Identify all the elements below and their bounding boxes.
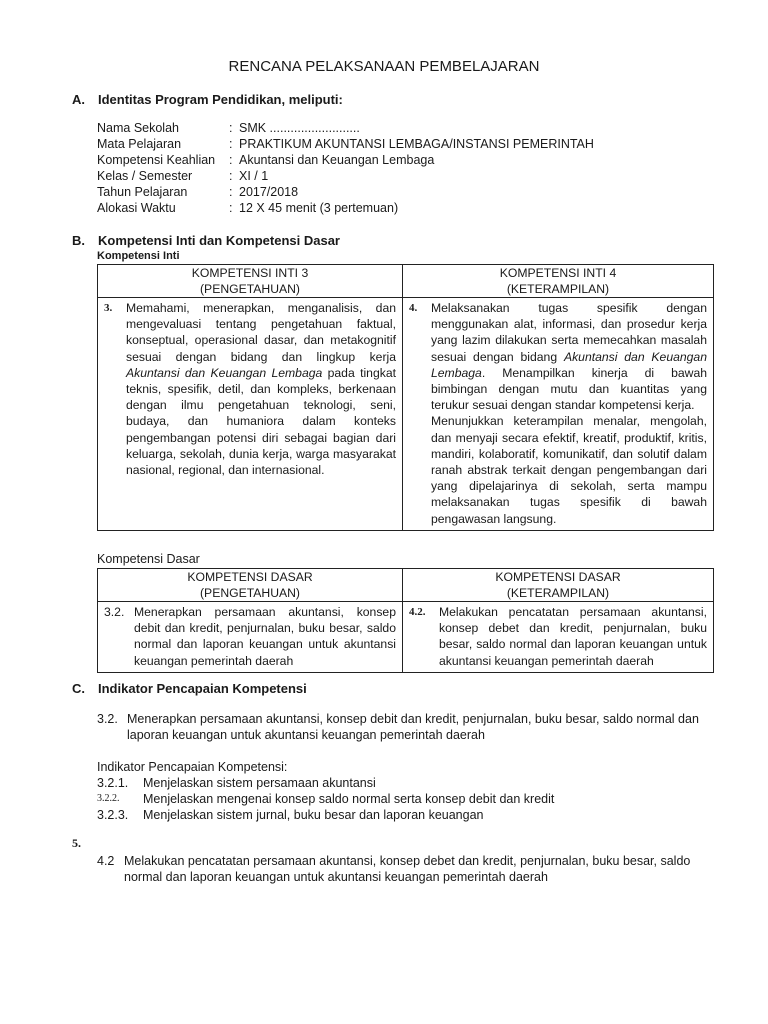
indikator-kd4-text-cont: normal dan laporan keuangan untuk akuntansi keuangan pemerintah daerah (124, 870, 548, 884)
identitas-value: PRAKTIKUM AKUNTANSI LEMBAGA/INSTANSI PEMERINTAH (239, 137, 594, 151)
item-five-number: 5. (72, 836, 81, 850)
kd3-text: Menerapkan persamaan akuntansi, konsep debit dan kredit, penjurnalan, buku besar, saldo normal dan laporan keuangan untuk akuntansi keuangan pemerintah daerah (134, 605, 396, 668)
kd3-header-sub: (PENGETAHUAN) (200, 586, 300, 600)
identitas-row (97, 152, 594, 168)
ki3-number: 3. (104, 302, 113, 314)
identitas-colon: : (229, 121, 233, 135)
identitas-row (97, 136, 594, 152)
indikator-item-number: 3.2.3. (97, 808, 129, 822)
indikator-item (97, 791, 554, 807)
kd4-number: 4.2. (409, 606, 426, 618)
identitas-row (97, 120, 594, 136)
identitas-value: Akuntansi dan Keuangan Lembaga (239, 153, 435, 167)
identitas-label: Mata Pelajaran (97, 137, 182, 151)
identitas-label: Alokasi Waktu (97, 201, 176, 215)
identitas-label: Kompetensi Keahlian (97, 153, 216, 167)
ki3-header-sub: (PENGETAHUAN) (200, 282, 300, 296)
ki3-text: Memahami, menerapkan, menganalisis, dan mengevaluasi tentang pengetahuan faktual, konseptual, operasional dasar, dan metakognitif sesuai dengan bidang dan lingkup kerja Akuntansi dan Keuangan Lembaga pada tingkat teknis, spesifik, detil, dan kompleks, berkenaan dengan ilmu pengetahuan teknologi, seni, budaya, dan humaniora dalam konteks pengembangan potensi diri sebagai bagian dari keluarga, sekolah, dunia kerja, warga masyarakat nasional, regional, dan internasional. (126, 301, 396, 478)
identitas-value: 2017/2018 (239, 185, 299, 199)
indikator-item-number: 3.2.2. (97, 793, 120, 804)
identitas-list (97, 120, 594, 216)
kompetensi-inti-table (97, 264, 714, 531)
ki4-text: Melaksanakan tugas spesifik dengan menggunakan alat, informasi, dan prosedur kerja yang lazim dilakukan serta memecahkan masalah sesuai dengan bidang Akuntansi dan Keuangan Lembaga. Menampilkan kinerja di bawah bimbingan dengan mutu dan kuantitas yang terukur sesuai dengan standar kompetensi kerja. Menunjukkan keterampilan menalar, mengolah, dan menyaji secara efektif, kreatif, produktif, kritis, mandiri, kolaboratif, komunikatif, dan solutif dalam ranah abstrak terkait dengan pengembangan dari yang dipelajarinya di sekolah, serta mampu melaksanakan tugas spesifik di bawah pengawasan langsung. (431, 301, 707, 526)
indikator-item-text: Menjelaskan mengenai konsep saldo normal serta konsep debit dan kredit (143, 792, 555, 806)
identitas-colon: : (229, 153, 233, 167)
identitas-colon: : (229, 137, 233, 151)
section-c-title: Indikator Pencapaian Kompetensi (98, 681, 307, 696)
indikator-kd-text-cont: laporan keuangan untuk akuntansi keuangan pemerintah daerah (127, 728, 485, 742)
identitas-row (97, 200, 594, 216)
section-a-heading (72, 92, 343, 107)
ki3-cell (98, 298, 403, 531)
kd4-header-title: KOMPETENSI DASAR (495, 570, 621, 584)
identitas-row (97, 168, 594, 184)
kd3-header (98, 569, 403, 602)
section-c-heading (72, 681, 307, 696)
ki4-number: 4. (409, 302, 418, 314)
indikator-kd-number: 3.2. (97, 712, 118, 726)
indikator-item-number: 3.2.1. (97, 776, 129, 790)
indikator-kd32 (97, 711, 699, 743)
identitas-value: SMK .......................... (239, 121, 360, 135)
indikator-kd-text: Menerapkan persamaan akuntansi, konsep debit dan kredit, penjurnalan, buku besar, saldo normal dan (127, 712, 699, 726)
identitas-colon: : (229, 169, 233, 183)
section-b-letter: B. (72, 233, 85, 248)
kd3-header-title: KOMPETENSI DASAR (187, 570, 313, 584)
ki4-header-sub: (KETERAMPILAN) (506, 282, 610, 296)
kd4-text: Melakukan pencatatan persamaan akuntansi, konsep debet dan kredit, penjurnalan, buku besar, saldo normal dan laporan keuangan untuk akuntansi keuangan pemerintah daerah (439, 605, 707, 668)
kd3-cell (98, 602, 403, 673)
section-b-title: Kompetensi Inti dan Kompetensi Dasar (98, 233, 340, 248)
kd3-number: 3.2. (104, 605, 125, 619)
kd4-header-sub: (KETERAMPILAN) (506, 586, 610, 600)
indikator-kd4-number: 4.2 (97, 854, 115, 868)
indikator-item-text: Menjelaskan sistem jurnal, buku besar dan laporan keuangan (143, 808, 484, 822)
ki3-header-title: KOMPETENSI INTI 3 (191, 266, 309, 280)
section-a-letter: A. (72, 92, 85, 107)
indikator-label: Indikator Pencapaian Kompetensi: (97, 760, 288, 774)
section-c-letter: C. (72, 681, 85, 696)
kompetensi-inti-label: Kompetensi Inti (97, 250, 180, 262)
identitas-row (97, 184, 594, 200)
ki4-header-title: KOMPETENSI INTI 4 (499, 266, 617, 280)
identitas-colon: : (229, 201, 233, 215)
ki4-header (403, 265, 714, 298)
identitas-value: XI / 1 (239, 169, 269, 183)
indikator-kd42 (97, 853, 690, 885)
indikator-item-text: Menjelaskan sistem persamaan akuntansi (143, 776, 376, 790)
ki3-header (98, 265, 403, 298)
kd4-header (403, 569, 714, 602)
kd4-cell (403, 602, 714, 673)
ki4-cell (403, 298, 714, 531)
identitas-label: Nama Sekolah (97, 121, 179, 135)
page-title: RENCANA PELAKSANAAN PEMBELAJARAN (228, 58, 540, 75)
indikator-item (97, 775, 554, 791)
indikator-list (97, 759, 554, 823)
section-a-title: Identitas Program Pendidikan, meliputi: (98, 92, 343, 107)
section-b-heading (72, 233, 340, 248)
identitas-value: 12 X 45 menit (3 pertemuan) (239, 201, 399, 215)
indikator-item (97, 807, 554, 823)
identitas-colon: : (229, 185, 233, 199)
indikator-kd4-text: Melakukan pencatatan persamaan akuntansi, konsep debet dan kredit, penjurnalan, buku besar, saldo (124, 854, 691, 868)
identitas-label: Tahun Pelajaran (97, 185, 188, 199)
identitas-label: Kelas / Semester (97, 169, 193, 183)
kompetensi-dasar-label: Kompetensi Dasar (97, 552, 200, 566)
kompetensi-dasar-table (97, 568, 714, 673)
